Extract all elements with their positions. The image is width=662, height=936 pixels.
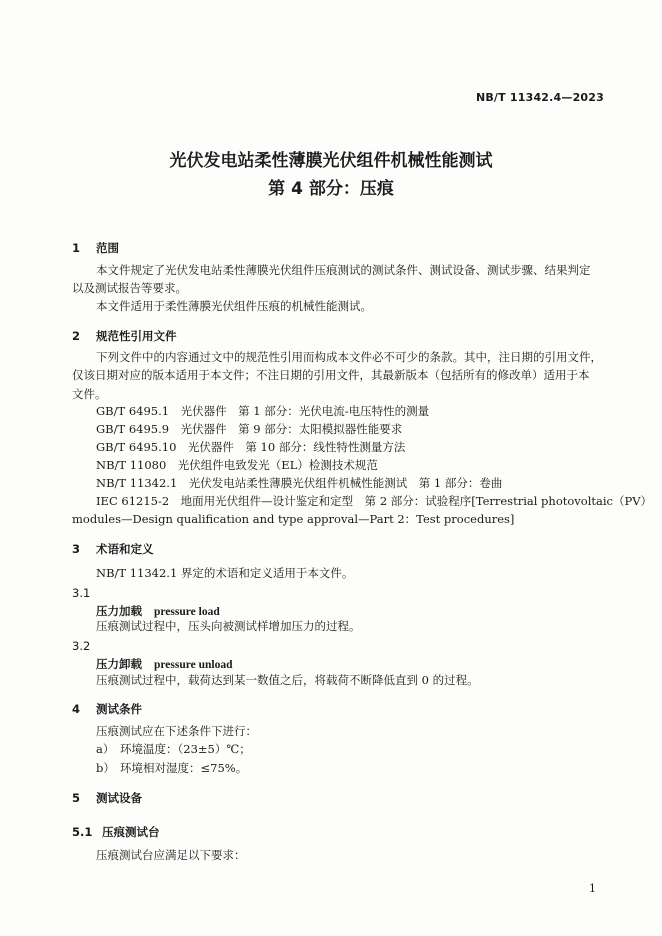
- paragraph: 本文件适用于柔性薄膜光伏组件压痕的机械性能测试。: [96, 299, 372, 313]
- reference-item: GB/T 6495.10 光伏器件 第 10 部分：线性特性测量方法: [96, 440, 406, 454]
- document-subtitle: 第 4 部分：压痕: [268, 179, 394, 199]
- subsection-title: 压痕测试台: [102, 825, 160, 839]
- term-number: 3.1: [72, 586, 91, 600]
- paragraph: 仅该日期对应的版本适用于本文件；不注日期的引用文件，其最新版本（包括所有的修改单）适用于本: [72, 368, 590, 382]
- paragraph: 压痕测试台应满足以下要求：: [96, 848, 246, 862]
- term-cn: 压力加载: [96, 604, 142, 618]
- section-number: 4: [72, 702, 81, 716]
- list-item: [96, 763, 247, 775]
- section-number: 3: [72, 542, 81, 556]
- section-title: 范围: [96, 241, 120, 255]
- section-2-heading: [72, 328, 177, 344]
- term-heading: [96, 656, 233, 672]
- term-cn: 压力卸载: [96, 657, 142, 671]
- paragraph: 下列文件中的内容通过文中的规范性引用而构成本文件必不可少的条款。其中，注日期的引用文件，: [96, 350, 602, 364]
- section-4-heading: [72, 701, 142, 717]
- section-number: 1: [72, 241, 81, 255]
- reference-item: NB/T 11080 光伏组件电致发光（EL）检测技术规范: [96, 458, 378, 472]
- reference-item: IEC 61215-2 地面用光伏组件—设计鉴定和定型 第 2 部分：试验程序[Terrestrial photovoltaic（PV）: [96, 494, 653, 508]
- list-text: 环境相对湿度：≤75%。: [120, 761, 248, 775]
- list-label: a）: [96, 742, 115, 756]
- paragraph: 压痕测试应在下述条件下进行：: [96, 724, 257, 738]
- paragraph: NB/T 11342.1 界定的术语和定义适用于本文件。: [96, 566, 354, 580]
- reference-item-continuation: modules—Design qualification and type approval—Part 2：Test procedures]: [72, 512, 515, 526]
- standard-number: NB/T 11342.4—2023: [475, 91, 604, 104]
- section-5-heading: [72, 790, 142, 806]
- reference-item: GB/T 6495.1 光伏器件 第 1 部分：光伏电流-电压特性的测量: [96, 404, 430, 418]
- paragraph: 文件。: [72, 387, 107, 401]
- term-number: 3.2: [72, 639, 91, 653]
- section-number: 5: [72, 791, 81, 805]
- term-definition: 压痕测试过程中，压头向被测试样增加压力的过程。: [96, 619, 361, 633]
- section-title: 术语和定义: [96, 542, 154, 556]
- section-1-heading: [72, 240, 119, 256]
- list-item: [96, 744, 251, 756]
- reference-item: GB/T 6495.9 光伏器件 第 9 部分：太阳模拟器性能要求: [96, 422, 403, 436]
- subsection-number: 5.1: [72, 825, 93, 839]
- paragraph: 以及测试报告等要求。: [72, 281, 187, 295]
- section-3-heading: [72, 541, 154, 557]
- paragraph: 本文件规定了光伏发电站柔性薄膜光伏组件压痕测试的测试条件、测试设备、测试步骤、结果判定: [96, 263, 591, 277]
- term-definition: 压痕测试过程中，载荷达到某一数值之后，将载荷不断降低直到 0 的过程。: [96, 673, 479, 687]
- section-number: 2: [72, 329, 81, 343]
- page-number: 1: [589, 882, 596, 895]
- term-heading: [96, 603, 220, 619]
- reference-item: NB/T 11342.1 光伏发电站柔性薄膜光伏组件机械性能测试 第 1 部分：卷曲: [96, 476, 503, 490]
- term-en: pressure load: [154, 606, 220, 618]
- subsection-5-1-heading: [72, 824, 160, 840]
- section-title: 测试设备: [96, 791, 143, 805]
- section-title: 测试条件: [96, 702, 143, 716]
- list-text: 环境温度：（23±5）℃；: [120, 742, 251, 756]
- section-title: 规范性引用文件: [96, 329, 177, 343]
- list-label: b）: [96, 761, 115, 775]
- document-title: 光伏发电站柔性薄膜光伏组件机械性能测试: [169, 151, 493, 171]
- term-en: pressure unload: [154, 659, 233, 671]
